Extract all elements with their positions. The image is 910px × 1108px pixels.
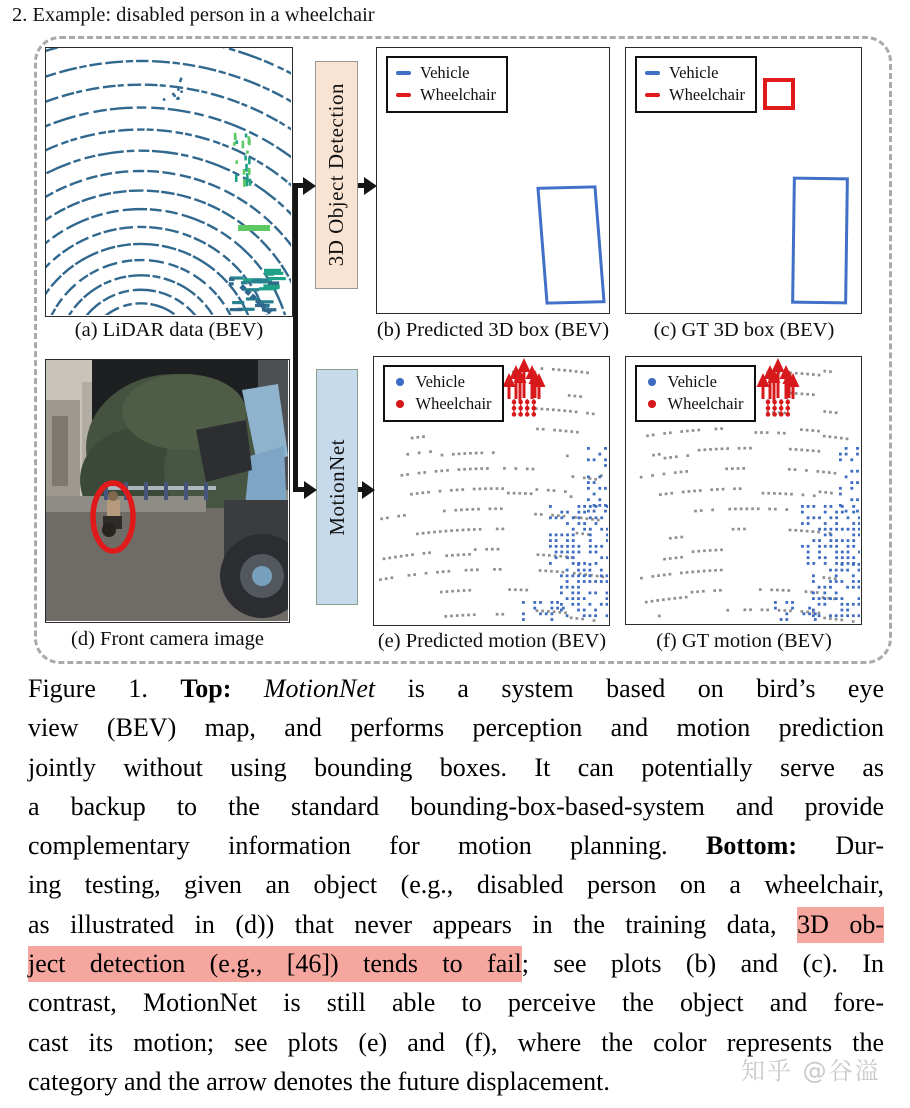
figure-caption-line: ing testing, given an object (e.g., disabled person on a wheelchair, bbox=[28, 870, 884, 900]
arrowhead-to-panel-e-icon bbox=[362, 481, 375, 499]
predicted-vehicle-box bbox=[536, 185, 605, 304]
figure-caption-line: jointly without using bounding boxes. It can potentially serve as bbox=[28, 752, 884, 782]
legend-label-vehicle: Vehicle bbox=[420, 63, 470, 82]
arrowhead-to-panel-b-icon bbox=[364, 177, 377, 195]
legend-item-vehicle bbox=[645, 371, 744, 393]
panel-lidar-bev bbox=[45, 47, 293, 317]
figure-caption-line: complementary information for motion planning. Bottom: Dur- bbox=[28, 831, 884, 861]
vehicle-dot-marker-icon bbox=[648, 378, 656, 386]
legend-label-vehicle: Vehicle bbox=[415, 372, 465, 391]
figure-caption-line: Figure 1. Top: MotionNet is a system based on bird’s eye bbox=[28, 674, 885, 703]
arrowhead-to-detection-icon bbox=[303, 177, 316, 195]
legend-label-vehicle: Vehicle bbox=[669, 63, 719, 82]
legend-label-wheelchair: Wheelchair bbox=[420, 85, 497, 104]
pedestrian-figure bbox=[107, 500, 120, 517]
panel-caption-b: (b) Predicted 3D box (BEV) bbox=[376, 319, 610, 341]
legend-item-vehicle bbox=[645, 62, 745, 84]
wheelchair-line-marker-icon bbox=[396, 93, 411, 97]
legend-label-vehicle: Vehicle bbox=[667, 372, 717, 391]
wheelchair-dot-marker-icon bbox=[396, 400, 404, 408]
front-camera-photo bbox=[45, 359, 290, 623]
legend-item-wheelchair bbox=[393, 393, 492, 415]
wheelchair-dot-marker-icon bbox=[648, 400, 656, 408]
legend bbox=[635, 365, 756, 422]
gt-wheelchair-box bbox=[763, 78, 795, 110]
figure-caption-line: view (BEV) map, and performs perception and motion prediction bbox=[28, 713, 884, 743]
legend bbox=[635, 56, 757, 113]
vehicle-dot-marker-icon bbox=[396, 378, 404, 386]
figure-caption-line: category and the arrow denotes the future displacement. bbox=[28, 1066, 610, 1096]
legend bbox=[383, 365, 504, 422]
panel-caption-f: (f) GT motion (BEV) bbox=[656, 630, 832, 652]
panel-gt-motion bbox=[625, 356, 862, 625]
motionnet-block bbox=[316, 369, 358, 605]
figure-caption-line: a backup to the standard bounding-box-based-system and provide bbox=[28, 791, 884, 821]
detection-block-label: 3D Object Detection bbox=[324, 83, 348, 267]
vehicle-line-marker-icon bbox=[396, 71, 411, 75]
figure-caption-line: cast its motion; see plots (e) and (f), where the color represents the bbox=[28, 1027, 884, 1057]
detection-block bbox=[315, 61, 358, 289]
legend-item-vehicle bbox=[396, 62, 496, 84]
panel-gt-box bbox=[625, 47, 862, 314]
section-heading: 2. Example: disabled person in a wheelchair bbox=[12, 4, 375, 26]
legend-label-wheelchair: Wheelchair bbox=[667, 394, 744, 413]
legend-item-wheelchair bbox=[645, 393, 744, 415]
arrowhead-to-motionnet-icon bbox=[304, 481, 317, 499]
panel-caption-a: (a) LiDAR data (BEV) bbox=[74, 319, 264, 341]
panel-caption-c: (c) GT 3D box (BEV) bbox=[653, 319, 835, 341]
lidar-point-cloud bbox=[46, 48, 291, 315]
motionnet-block-label: MotionNet bbox=[324, 438, 349, 536]
panel-caption-e: (e) Predicted motion (BEV) bbox=[377, 630, 607, 652]
figure-caption bbox=[28, 669, 884, 1101]
street-scene-image bbox=[46, 360, 288, 621]
vehicle-line-marker-icon bbox=[645, 71, 660, 75]
legend-item-wheelchair bbox=[645, 84, 745, 106]
figure-caption-line: as illustrated in (d)) that never appears in the training data, 3D ob- bbox=[28, 905, 884, 944]
figure-caption-line: ject detection (e.g., [46]) tends to fail; see plots (b) and (c). In bbox=[28, 944, 884, 983]
wheelchair-line-marker-icon bbox=[645, 93, 660, 97]
panel-caption-d: (d) Front camera image bbox=[71, 628, 264, 650]
flow-line-to-motionnet bbox=[296, 487, 304, 492]
flow-branch-line bbox=[293, 183, 298, 492]
watermark: 知乎 @谷溢 bbox=[741, 1057, 881, 1085]
legend-label-wheelchair: Wheelchair bbox=[415, 394, 492, 413]
panel-predicted-motion bbox=[373, 356, 610, 626]
legend-label-wheelchair: Wheelchair bbox=[669, 85, 746, 104]
panel-predicted-box bbox=[376, 47, 610, 314]
legend-item-wheelchair bbox=[396, 84, 496, 106]
figure-caption-line: contrast, MotionNet is still able to perceive the object and fore- bbox=[28, 988, 884, 1018]
legend bbox=[386, 56, 508, 113]
legend-item-vehicle bbox=[393, 371, 492, 393]
gt-vehicle-box bbox=[791, 177, 849, 305]
